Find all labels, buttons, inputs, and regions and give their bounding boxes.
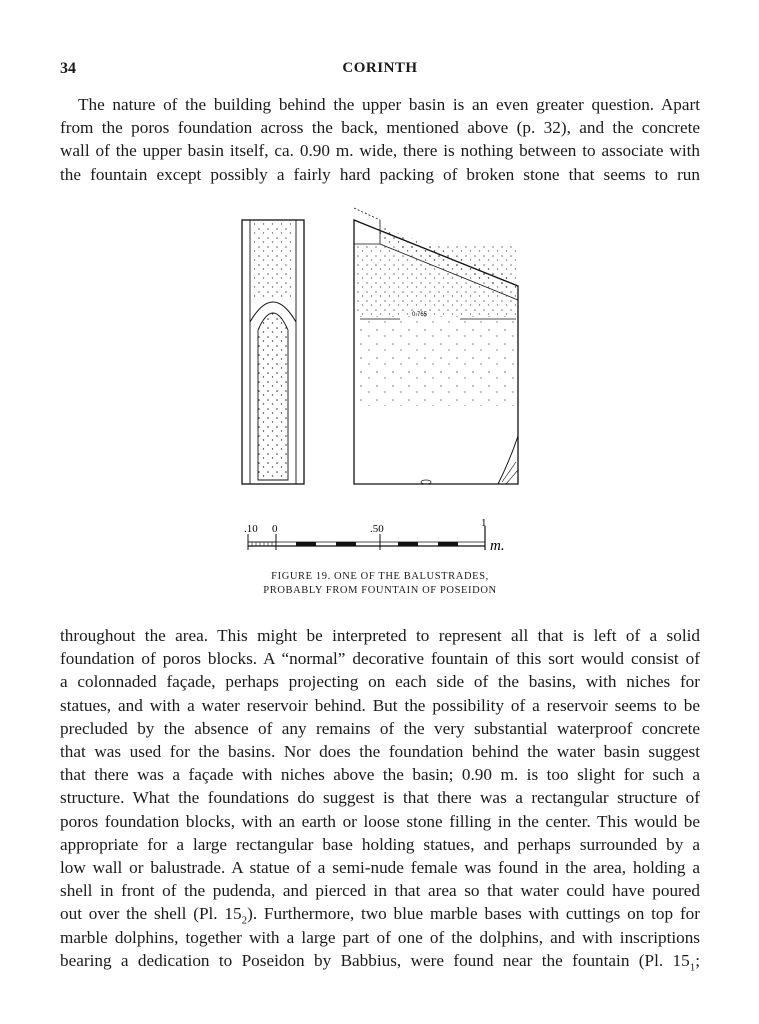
running-head: [60, 60, 700, 82]
subscript: 1: [689, 961, 696, 974]
text-line: that there was a façade with niches above the basin; 0.90 m. is too slight for such a: [60, 765, 700, 785]
scale-label: 1: [481, 517, 487, 529]
text-line: wall of the upper basin itself, ca. 0.90 m. wide, there is nothing between to associate with: [60, 141, 700, 161]
text-line: foundation of poros blocks. A “normal” decorative fountain of this sort would consist of: [60, 649, 700, 669]
scale-unit: m.: [490, 538, 505, 554]
text-line: appropriate for a large rectangular base holding statues, and perhaps surrounded by a: [60, 834, 700, 854]
subscript: 2: [241, 914, 248, 927]
paragraph-bottom: [60, 624, 700, 972]
text-line: poros foundation blocks, with an earth or loose stone filling in the center. This would be: [60, 811, 700, 831]
text-line: shell in front of the pudenda, and pierced in that area so that water could have poured: [60, 881, 700, 901]
text-line: the fountain except possibly a fairly hard packing of broken stone that seems to run: [60, 164, 700, 184]
text-line-with-subscript: [60, 949, 700, 972]
scale-label: 0: [272, 523, 278, 535]
paragraph-top: [60, 93, 700, 186]
text-line: throughout the area. This might be interpreted to represent all that is left of a solid: [60, 626, 700, 645]
text-line: a colonnaded façade, perhaps projecting on each side of the basins, with niches for: [60, 672, 700, 692]
text-line-with-subscript: [60, 902, 700, 925]
balustrade-drawing: [230, 200, 530, 560]
text-line: precluded by the absence of any remains of the very substantial waterproof concrete: [60, 718, 700, 738]
running-title: CORINTH: [342, 60, 418, 76]
page-number: 34: [60, 60, 76, 77]
text-segment: out over the shell (Pl. 15: [60, 904, 242, 924]
text-line: statues, and with a water reservoir behind. But the possibility of a reservoir seems to be: [60, 695, 700, 715]
balustrade-figure: [230, 200, 530, 560]
figure-caption-line2: PROBABLY FROM FOUNTAIN OF POSEIDON: [263, 585, 497, 596]
text-line: marble dolphins, together with a large part of one of the dolphins, and with inscriptions: [60, 927, 700, 947]
side-view: [242, 220, 304, 484]
text-line: that was used for the basins. Nor does the foundation behind the water basin suggest: [60, 742, 700, 762]
text-line: The nature of the building behind the upper basin is an even greater question. Apart: [78, 95, 700, 114]
scale-label: .50: [370, 523, 384, 535]
text-line: structure. What the foundations do suggest is that there was a rectangular structure of: [60, 788, 700, 808]
scale-label: .10: [244, 523, 258, 535]
dimension-label: 0.765: [412, 312, 428, 318]
figure-caption-line1: FIGURE 19. ONE OF THE BALUSTRADES,: [271, 571, 489, 582]
text-segment: ). Furthermore, two blue marble bases with cuttings on top for: [247, 904, 700, 924]
text-segment: bearing a dedication to Poseidon by Babbius, were found near the fountain (Pl. 15: [60, 950, 690, 970]
text-segment: ;: [695, 950, 700, 970]
scale-bar: [244, 517, 505, 554]
front-view: [354, 208, 518, 484]
text-line: low wall or balustrade. A statue of a semi-nude female was found in the area, holding a: [60, 858, 700, 878]
text-line: from the poros foundation across the back, mentioned above (p. 32), and the concrete: [60, 118, 700, 138]
